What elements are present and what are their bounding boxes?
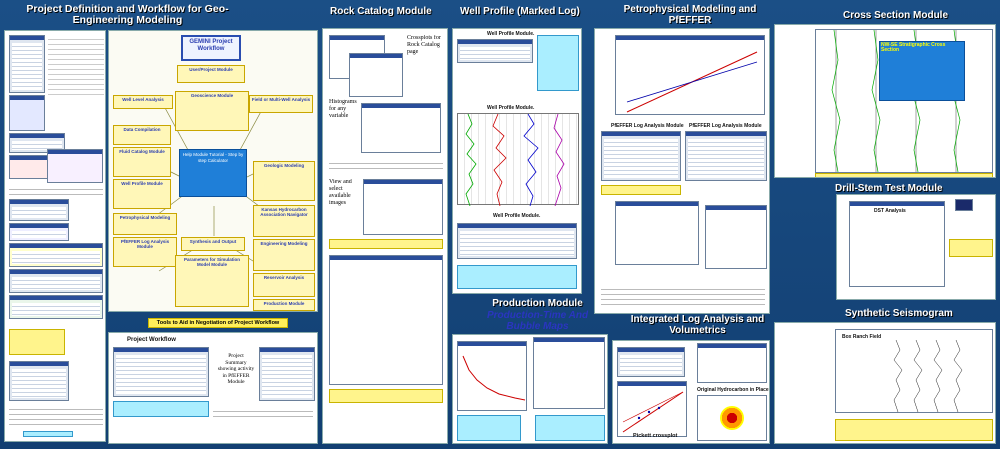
caption-rock (329, 239, 443, 249)
node-geologic-modeling: Geologic Modeling (253, 161, 315, 201)
integrated-panel (612, 340, 770, 444)
note-project-3 (9, 405, 103, 425)
ooip-contour (720, 406, 744, 430)
title-petro: Petrophysical Modeling and PfEFFER (623, 4, 757, 26)
screenshot-project-7 (9, 223, 69, 241)
screenshot-project-5 (47, 149, 103, 183)
cross-section-legend (879, 41, 965, 101)
title-cross: Cross Section Module (843, 10, 949, 21)
cross-section-panel (774, 24, 996, 178)
rock-catalog-panel (322, 28, 448, 444)
node-petrophysical: Petrophysical Modeling (113, 213, 177, 235)
well-log-curves (458, 114, 580, 206)
screenshot-pfeffer-3 (615, 201, 699, 265)
caption-production-2 (535, 415, 605, 441)
screenshot-petro-1 (615, 35, 765, 115)
well-profile-label-2: Well Profile Module. (487, 105, 535, 111)
screenshot-integrated-2 (697, 343, 767, 383)
screenshot-crossplots-2 (349, 53, 403, 97)
screenshot-pfeffer-2 (685, 131, 767, 181)
well-profile-panel (452, 28, 582, 294)
note-project-2 (9, 185, 103, 195)
label-crossplots: Crossplots for Rock Catalog page (407, 35, 441, 55)
production-curve (459, 348, 527, 408)
node-production: Production Module (253, 299, 315, 311)
seismo-panel (774, 322, 996, 444)
note-histograms (329, 159, 443, 171)
node-well-level: Well Level Analysis (113, 95, 173, 109)
node-well-profile: Well Profile Module (113, 179, 171, 209)
node-parameters-simulation: Parameters for Simulation Model Module (175, 255, 249, 307)
node-field-multiwell: Field or Multi-Well Analysis (249, 95, 313, 113)
help-module-hub: Help Module Tutorial - Step by step Calculator (179, 149, 247, 197)
screenshot-histograms (361, 103, 441, 153)
dst-label: DST Analysis (874, 208, 906, 214)
pfeffer-log-label-2: PfEFFER Log Analysis Module (689, 123, 762, 129)
title-rock: Rock Catalog Module (330, 6, 432, 17)
pickett-plot (619, 388, 687, 436)
title-seismo: Synthetic Seismogram (845, 308, 953, 319)
label-ooip: Original Hydrocarbon in Place (697, 387, 769, 393)
screenshot-project-2 (9, 95, 45, 131)
cross-section-legend-title: NW-SE Stratigraphic Cross Section (881, 42, 946, 53)
screenshot-rock-plots (329, 255, 443, 385)
node-kansas-navigator: Kansas Hydrocarbon Association Navigator (253, 205, 315, 237)
well-profile-label-1: Well Profile Module. (487, 31, 535, 37)
screenshot-project-9 (9, 269, 103, 293)
project-workflow-label: Project Workflow (127, 337, 176, 343)
screenshot-pickett (617, 381, 687, 437)
caption-production-1 (457, 415, 521, 441)
screenshot-production-1 (457, 341, 527, 411)
node-engineering-modeling: Engineering Modeling (253, 239, 315, 271)
project-workflow-area (108, 332, 318, 444)
screenshot-pfeffer-1 (601, 131, 681, 181)
node-data-compilation: Data Compilation (113, 125, 171, 145)
label-view-images: View and select available images (329, 179, 352, 206)
caption-project-1 (9, 329, 65, 355)
seismo-traces (836, 330, 992, 412)
screenshot-project-6 (9, 199, 69, 221)
caption-project-2 (23, 431, 73, 437)
caption-well-2 (457, 265, 577, 289)
caption-petro-1 (601, 185, 681, 195)
screenshot-project-8 (9, 243, 103, 267)
screenshot-project-11 (9, 361, 69, 401)
screenshot-production-2 (533, 337, 605, 409)
project-panel (4, 30, 106, 442)
well-profile-label-3: Well Profile Module. (493, 213, 541, 219)
production-panel (452, 334, 608, 444)
title-well: Well Profile (Marked Log) (460, 6, 580, 17)
screenshot-dst-small (955, 199, 973, 211)
node-pfeffer-log: PfEFFER Log Analysis Module (113, 237, 177, 267)
gemini-workflow-box: GEMINI Project Workflow (181, 35, 241, 61)
screenshot-project-summary (259, 347, 315, 401)
well-log-panel (457, 113, 579, 205)
title-production-sub: Production-Time And Bubble Maps (486, 310, 589, 332)
petro-crossplot (617, 42, 765, 114)
screenshot-project-10 (9, 295, 103, 319)
screenshot-dst (849, 201, 945, 287)
node-geoscience: Geoscience Module (175, 91, 249, 131)
screenshot-well-1 (457, 39, 533, 63)
screenshot-project-workflow (113, 347, 209, 397)
pfeffer-log-label-1: PfEFFER Log Analysis Module (611, 123, 684, 129)
caption-cross (815, 173, 993, 178)
title-integrated: Integrated Log Analysis and Volumetrics (630, 314, 765, 336)
screenshot-ooip-map (697, 395, 767, 441)
workflow-panel (108, 30, 318, 312)
node-synthesis-output: Synthesis and Output (181, 237, 245, 251)
project-summary-label: Project Summary showing activity in PfEFFER Module (217, 353, 255, 385)
tools-banner: Tools to Aid in Negotiation of Project Workflow (148, 318, 288, 328)
seismo-box-label: Box Ranch Field (842, 334, 882, 340)
petro-panel (594, 28, 770, 314)
screenshot-seismo (835, 329, 993, 413)
screenshot-well-3 (457, 223, 577, 259)
node-fluid-catalog: Fluid Catalog Module (113, 147, 171, 177)
screenshot-pfeffer-4 (705, 205, 767, 269)
title-project: Project Definition and Workflow for Geo-Engineering Modeling (26, 3, 229, 26)
caption-seismo (835, 419, 993, 441)
note-project-1 (48, 35, 104, 99)
label-pickett: Pickett crossplot (633, 433, 678, 439)
screenshot-rock-images (363, 179, 443, 235)
node-user-project: User/Project Module (177, 65, 245, 83)
title-production: Production Module (492, 298, 583, 309)
node-reservoir-analysis: Reservoir Analysis (253, 273, 315, 297)
dst-panel (836, 194, 996, 300)
screenshot-project-1 (9, 35, 45, 93)
caption-dst (949, 239, 993, 257)
caption-well-1 (537, 35, 579, 91)
screenshot-integrated-1 (617, 347, 685, 377)
note-petro (601, 285, 765, 309)
caption-rock-2 (329, 389, 443, 403)
caption-workflow (113, 401, 209, 417)
title-dst: Drill-Stem Test Module (835, 183, 943, 194)
note-workflow (213, 407, 313, 421)
label-histograms: Histograms for any variable (329, 99, 357, 119)
